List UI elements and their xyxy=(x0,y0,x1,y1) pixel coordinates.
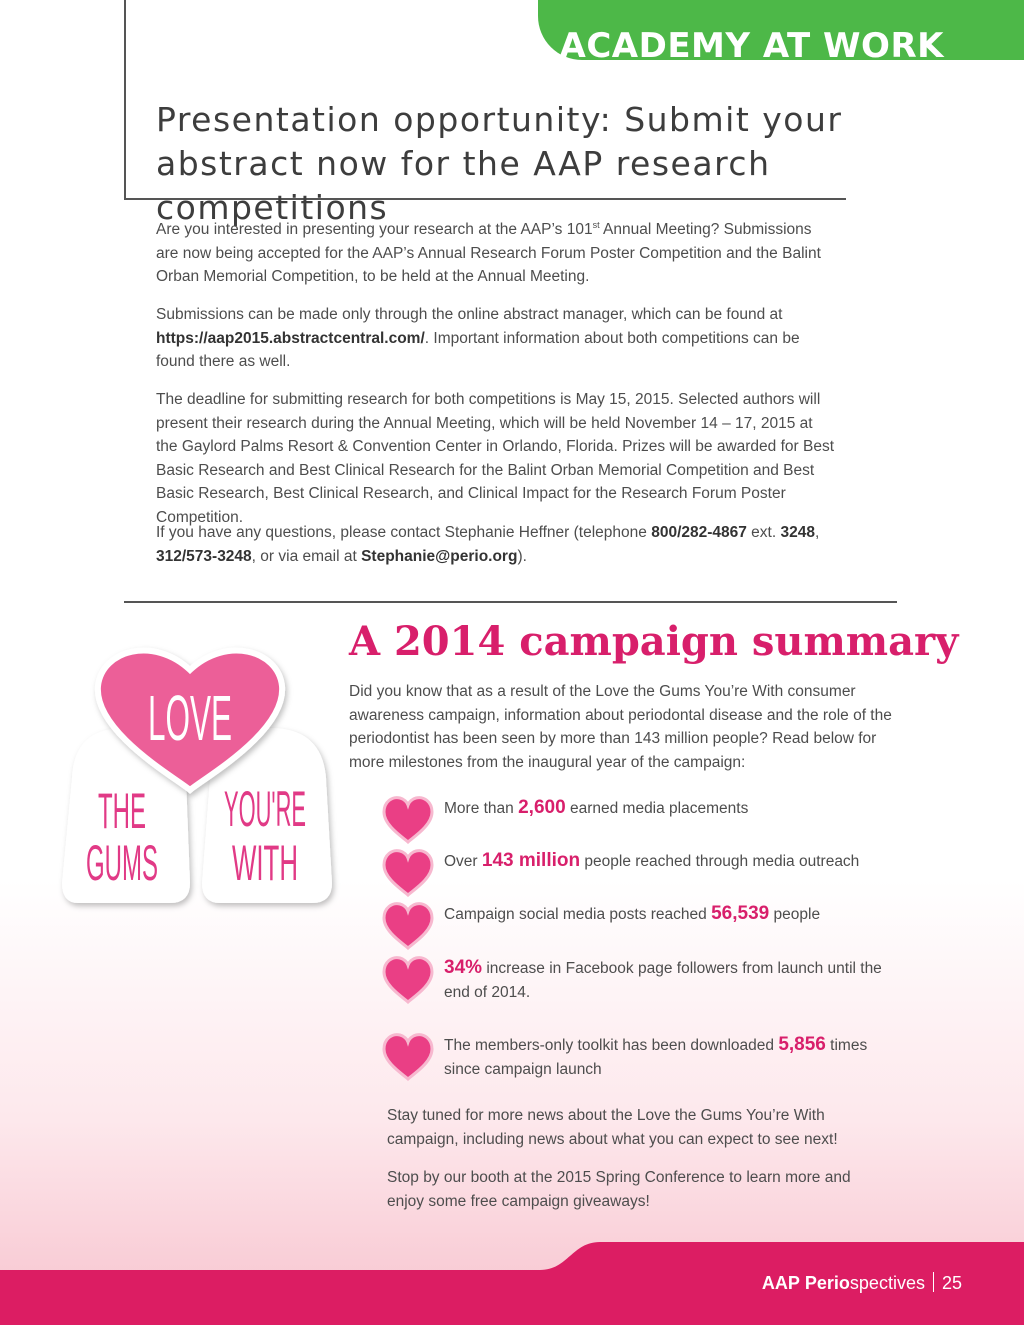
text-run: If you have any questions, please contact Stephanie Heffner (telephone xyxy=(156,524,652,541)
text-run: people reached through media outreach xyxy=(580,853,860,870)
text-run: ). xyxy=(517,547,527,565)
article-title: Presentation opportunity: Submit your abstract now for the AAP research competitions xyxy=(156,100,843,227)
footer-brand-perio: Perio xyxy=(804,1273,850,1293)
milestone-value: 143 million xyxy=(481,850,581,871)
text-run: More than xyxy=(444,800,519,817)
footer-separator xyxy=(933,1272,934,1292)
logo-word-the: THE xyxy=(98,783,146,839)
section-divider xyxy=(124,601,897,603)
milestone-value: 56,539 xyxy=(711,903,770,924)
section-tab xyxy=(538,0,1024,66)
text-run: , or via email at xyxy=(251,547,362,565)
closing-paragraph-1: Stay tuned for more news about the Love the Gums You’re With campaign, including news about what you can expect to see next! xyxy=(387,1107,838,1148)
milestone-text xyxy=(444,1033,884,1081)
frame-vertical-rule xyxy=(124,0,126,200)
text-run: Over xyxy=(444,853,482,870)
logo-word-gums: GUMS xyxy=(86,835,158,891)
milestone-value: 2,600 xyxy=(518,797,566,818)
footer-brand-aap: AAP xyxy=(761,1273,800,1293)
heart-bullet-icon xyxy=(380,900,436,952)
footer-folio xyxy=(762,1272,962,1294)
article-paragraph-1 xyxy=(156,218,836,289)
text-run: The members-only toolkit has been downloaded xyxy=(444,1037,779,1054)
heart-bullet-icon xyxy=(380,794,436,846)
milestone-text xyxy=(444,849,884,874)
text-run: Annual Meeting? Submissions are now being accepted for the AAP’s Annual Research Forum Poster Competition and the Balint Orban Memorial Competition, to be held at the Annual Meeting. xyxy=(156,221,821,285)
text-run: times since campaign launch xyxy=(444,1037,868,1078)
text-run: Campaign social media posts reached xyxy=(444,906,712,923)
milestone-text xyxy=(444,796,884,821)
logo-word-love: LOVE xyxy=(148,682,232,754)
phone-extension: 3248 xyxy=(780,524,815,541)
text-run: . Important information about both competitions can be found there as well. xyxy=(156,329,800,370)
text-run: earned media placements xyxy=(565,800,749,817)
text-run: ext. xyxy=(746,524,781,541)
milestone-value: 34% xyxy=(444,957,483,978)
text-run: , xyxy=(814,524,820,541)
ordinal-suffix: st xyxy=(592,219,600,230)
page-number: 25 xyxy=(941,1273,962,1293)
milestone-text xyxy=(444,902,884,927)
phone-number-1: 800/282-4867 xyxy=(651,524,747,541)
text-run: increase in Facebook page followers from launch until the end of 2014. xyxy=(444,960,882,1001)
abstract-url-link[interactable]: https://aap2015.abstractcentral.com/ xyxy=(156,329,425,347)
email-link[interactable]: Stephanie@perio.org xyxy=(361,547,518,565)
phone-number-2: 312/573-3248 xyxy=(156,547,252,565)
campaign-title: A 2014 campaign summary xyxy=(349,618,959,665)
text-run: Submissions can be made only through the online abstract manager, which can be found at xyxy=(156,306,783,323)
campaign-intro: Did you know that as a result of the Love the Gums You’re With consumer awareness campaign, information about periodontal disease and the role of the periodontist has been seen by more than 143 million people? Read below for more milestones from the inaugural year of the campaign: xyxy=(349,683,892,771)
text-run: Are you interested in presenting your research at the AAP’s 101 xyxy=(156,221,593,238)
heart-bullet-icon xyxy=(380,954,436,1006)
milestone-value: 5,856 xyxy=(778,1034,826,1055)
logo-graphic-icon xyxy=(50,628,350,928)
heart-bullet-icon xyxy=(380,847,436,899)
article-paragraph-2 xyxy=(156,303,836,374)
heart-bullet-icon xyxy=(380,1031,436,1083)
article-paragraph-4 xyxy=(156,521,836,568)
footer-brand-rest: spectives xyxy=(849,1273,925,1293)
text-run: people xyxy=(769,906,821,923)
logo-word-youre: YOU'RE xyxy=(224,781,306,837)
milestone-text xyxy=(444,956,884,1004)
article-paragraph-3: The deadline for submitting research for both competitions is May 15, 2015. Selected authors will present their research during the Annual Meeting, which will be held November 14 – 17, 2015 at the Gaylord Palms Resort & Convention Center in Orlando, Florida. Prizes will be awarded for Best Basic Research and Best Clinical Research for the Balint Orban Memorial Competition and Best Basic Research, Best Clinical Research, and Clinical Impact for the Research Forum Poster Competition. xyxy=(156,391,834,526)
closing-paragraph-2: Stop by our booth at the 2015 Spring Conference to learn more and enjoy some free campaign giveaways! xyxy=(387,1169,851,1210)
love-the-gums-logo xyxy=(50,628,350,928)
section-label: ACADEMY AT WORK xyxy=(559,26,944,66)
logo-word-with: WITH xyxy=(232,835,298,891)
